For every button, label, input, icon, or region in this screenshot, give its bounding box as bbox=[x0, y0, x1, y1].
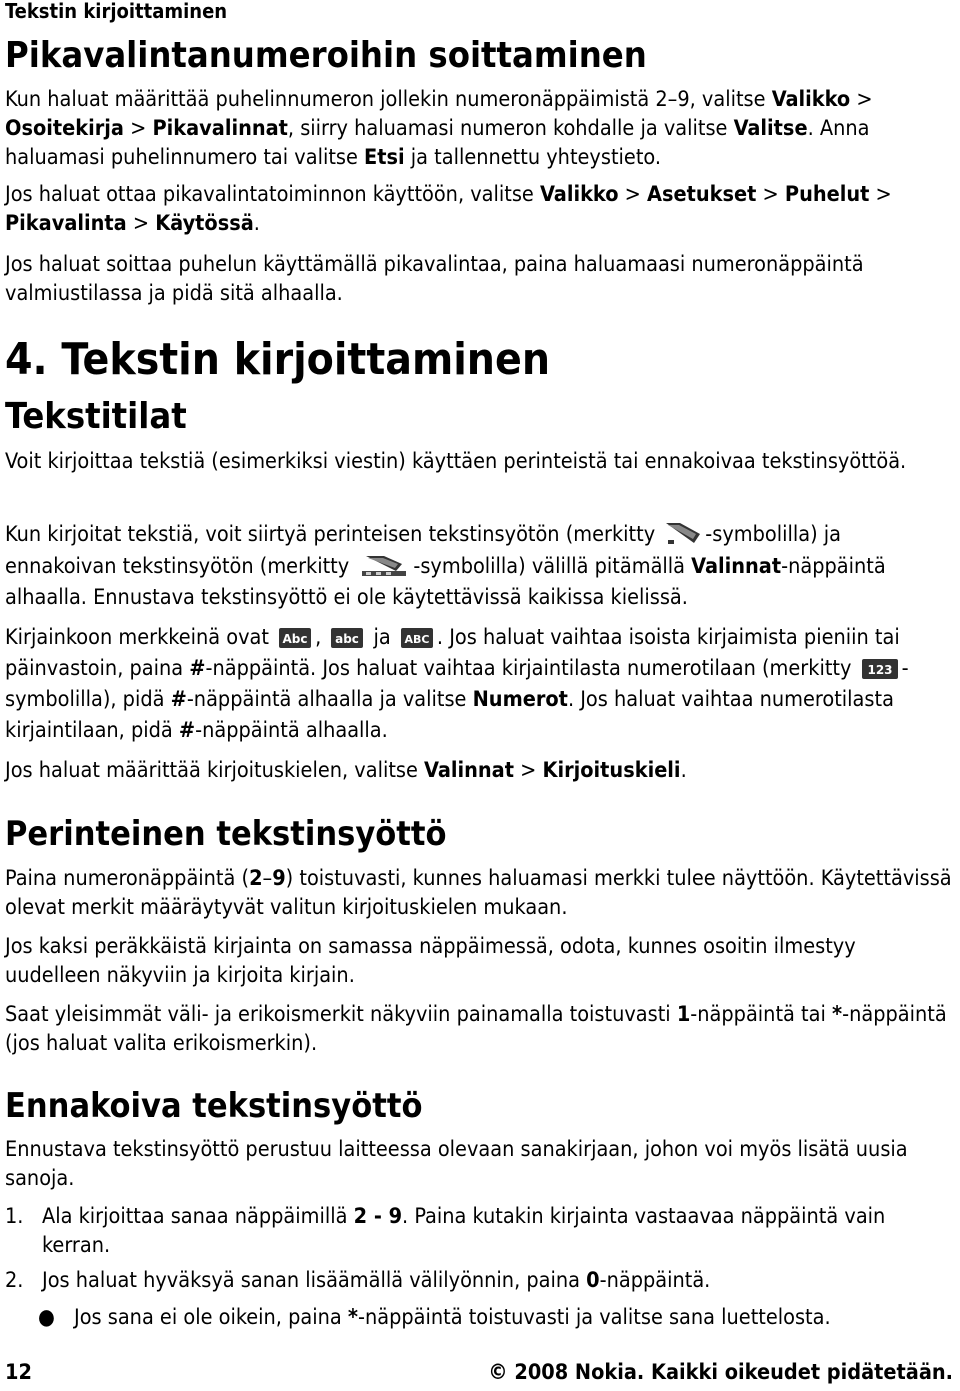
text-modes-paragraph-4: Jos haluat määrittää kirjoituskielen, valitse Valinnat > Kirjoituskieli. bbox=[5, 758, 687, 783]
sentence-case-icon bbox=[278, 627, 312, 649]
bullet-icon: ● bbox=[38, 1305, 55, 1330]
svg-text:123: 123 bbox=[867, 663, 893, 677]
speed-dial-paragraph-1: Kun haluat määrittää puhelinnumeron jollekin numeronäppäimistä 2–9, valitse Valikko > Osoitekirja > Pikavalinnat, siirry haluamasi numeron kohdalle ja valitse Valitse. Anna haluamasi puhelinnumero tai valitse Etsi ja tallennettu yhteystieto. bbox=[5, 87, 873, 170]
lowercase-icon bbox=[330, 627, 364, 649]
section-title-speed-dial: Pikavalintanumeroihin soittaminen bbox=[5, 35, 647, 76]
text-modes-paragraph-1: Voit kirjoittaa tekstiä (esimerkiksi viestin) käyttäen perinteistä tai ennakoivaa tekstinsyöttöä. bbox=[5, 449, 907, 474]
section-title-predictive-input: Ennakoiva tekstinsyöttö bbox=[5, 1086, 423, 1126]
predictive-paragraph-1: Ennustava tekstinsyöttö perustuu laitteessa olevaan sanakirjaan, johon voi myös lisätä uusia sanoja. bbox=[5, 1137, 908, 1191]
copyright-notice: © 2008 Nokia. Kaikki oikeudet pidätetään. bbox=[488, 1360, 953, 1385]
traditional-paragraph-3: Saat yleisimmät väli- ja erikoismerkit näkyviin painamalla toistuvasti 1-näppäintä tai *-näppäintä (jos haluat valita erikoismerkin). bbox=[5, 1002, 947, 1056]
traditional-input-icon bbox=[664, 520, 702, 546]
traditional-paragraph-1: Paina numeronäppäintä (2–9) toistuvasti, kunnes haluamasi merkki tulee näyttöön. Käytettävissä olevat merkit määräytyvät valitun kirjoituskielen mukaan. bbox=[5, 866, 952, 920]
section-title-traditional-input: Perinteinen tekstinsyöttö bbox=[5, 814, 447, 854]
predictive-input-icon bbox=[358, 552, 410, 578]
page-number: 12 bbox=[5, 1360, 32, 1385]
section-title-text-modes: Tekstitilat bbox=[5, 396, 187, 437]
chapter-title: 4. Tekstin kirjoittaminen bbox=[5, 334, 551, 385]
svg-text:ABC: ABC bbox=[404, 633, 430, 646]
svg-text:abc: abc bbox=[335, 632, 360, 646]
running-header: Tekstin kirjoittaminen bbox=[5, 0, 228, 23]
svg-text:Abc: Abc bbox=[282, 632, 308, 646]
speed-dial-paragraph-3: Jos haluat soittaa puhelun käyttämällä pikavalintaa, paina haluamaasi numeronäppäintä valmiustilassa ja pidä sitä alhaalla. bbox=[5, 252, 864, 306]
list-item: 2. Jos haluat hyväksyä sanan lisäämällä välilyönnin, paina 0-näppäintä. bbox=[5, 1268, 711, 1293]
uppercase-icon bbox=[400, 627, 434, 649]
bullet-item: ● Jos sana ei ole oikein, paina *-näppäintä toistuvasti ja valitse sana luettelosta. bbox=[38, 1305, 831, 1330]
traditional-paragraph-2: Jos kaksi peräkkäistä kirjainta on samassa näppäimessä, odota, kunnes osoitin ilmestyy uudelleen näkyviin ja kirjoita kirjain. bbox=[5, 934, 856, 988]
number-mode-icon bbox=[861, 658, 899, 680]
list-item: 1. Ala kirjoittaa sanaa näppäimillä 2 - 9. Paina kutakin kirjainta vastaavaa näppäintä vain kerran. bbox=[5, 1204, 886, 1258]
text-modes-paragraph-3: Kirjainkoon merkkeinä ovat Abc , abc ja ABC . Jos haluat vaihtaa isoista kirjaimista pieniin tai päinvastoin, paina #-näppäintä. Jos haluat vaihtaa kirjaintilasta numerotilaan (merkitty 123 -symbolilla), pidä #-näppäintä alhaalla ja valitse Numerot. Jos haluat vaihtaa numerotilasta kirjaintilaan, pidä #-näppäintä alhaalla. bbox=[5, 625, 909, 743]
text-modes-paragraph-2: Kun kirjoitat tekstiä, voit siirtyä perinteisen tekstinsyötön (merkitty -symbolilla) ja ennakoivan tekstinsyötön (merkitty -symbolilla) välillä pitämällä Valinnat-näppäintä alhaalla. Ennustava tekstinsyöttö ei ole käytettävissä kaikissa kielissä. bbox=[5, 522, 886, 610]
speed-dial-paragraph-2: Jos haluat ottaa pikavalintatoiminnon käyttöön, valitse Valikko > Asetukset > Puhelut > Pikavalinta > Käytössä. bbox=[5, 182, 892, 236]
